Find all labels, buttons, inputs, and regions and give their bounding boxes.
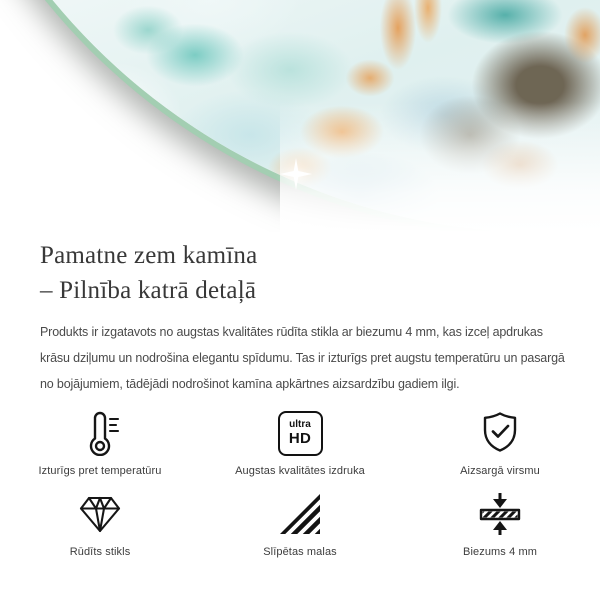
feature-grid <box>0 410 600 558</box>
page-title-line2: – Pilnība katrā detaļā <box>40 277 257 304</box>
feature-print-quality <box>200 410 400 477</box>
feature-label: Slīpētas malas <box>263 546 337 558</box>
thickness-icon <box>477 491 523 537</box>
product-description <box>40 319 570 397</box>
feature-label: Biezums 4 mm <box>463 546 537 558</box>
description-line: krāsu dziļumu un nodrošina elegantu spīdumu. Tas ir izturīgs pret augstu temperatūru un pasargā <box>40 351 565 365</box>
ultra-hd-top-text: ultra <box>289 419 311 430</box>
feature-label: Aizsargā virsmu <box>460 465 540 477</box>
shield-check-icon <box>477 410 523 456</box>
beveled-edges-icon <box>277 491 323 537</box>
thermometer-icon <box>78 410 122 456</box>
feature-temperature <box>0 410 200 477</box>
feature-tempered-glass <box>0 491 200 558</box>
ultra-hd-bottom-text: HD <box>288 430 312 447</box>
marble-print-texture <box>0 0 600 232</box>
ultra-hd-icon <box>278 410 323 456</box>
glass-disc <box>0 0 600 232</box>
feature-label: Augstas kvalitātes izdruka <box>235 465 365 477</box>
description-line: Produkts ir izgatavots no augstas kvalitātes rūdīta stikla ar biezumu 4 mm, kas izceļ apdrukas <box>40 325 543 339</box>
feature-label: Izturīgs pret temperatūru <box>38 465 162 477</box>
feature-thickness <box>400 491 600 558</box>
feature-beveled-edges <box>200 491 400 558</box>
feature-protects-surface <box>400 410 600 477</box>
page-title-line1: Pamatne zem kamīna <box>40 242 258 269</box>
hero-product-image <box>0 0 600 232</box>
description-line: no bojājumiem, tādējādi nodrošinot kamīna apkārtnes aizsardzību gadiem ilgi. <box>40 377 460 391</box>
diamond-icon <box>76 491 124 537</box>
page-title <box>40 238 600 308</box>
feature-label: Rūdīts stikls <box>69 546 131 558</box>
